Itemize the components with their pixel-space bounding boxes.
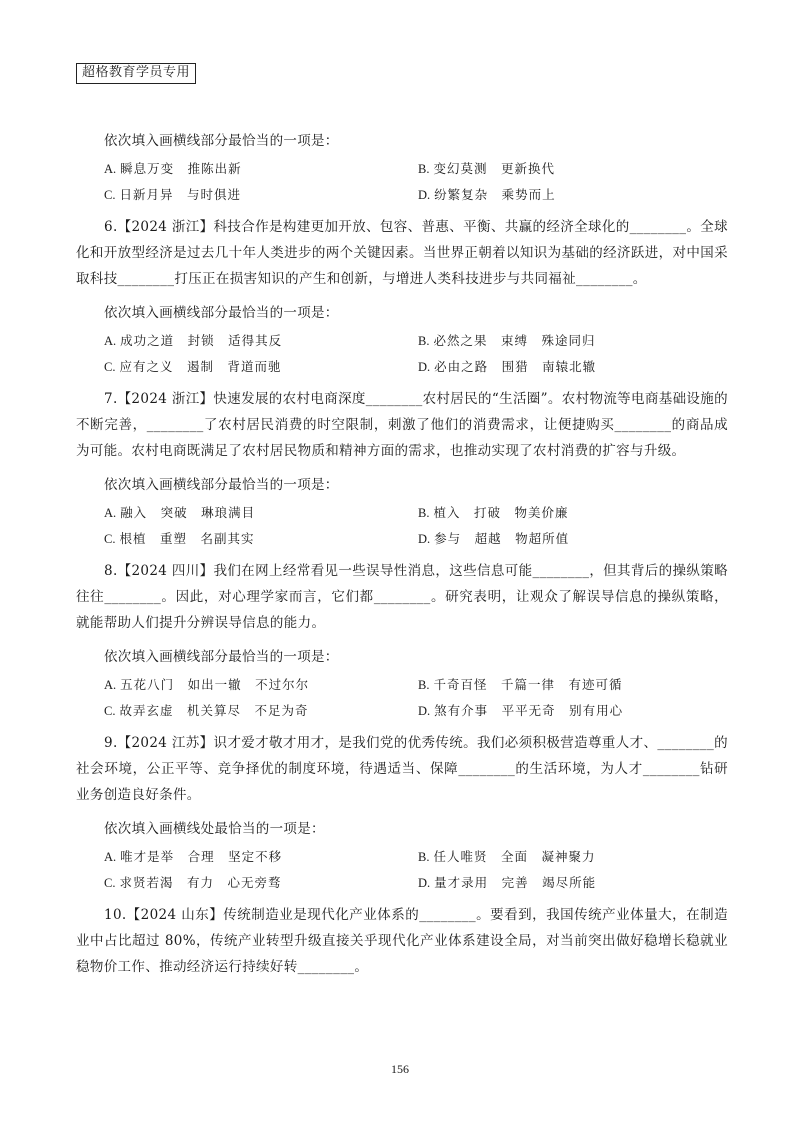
q6-option-a: A. 成功之道 封锁 适得其反 [104,333,283,348]
q9-stem: 9.【2024 江苏】识才爱才敬才用才，是我们党的优秀传统。我们必须积极营造尊重人才、________的社会环境，公正平等、竞争择优的制度环境，待遇适当、保障________的生活环境，为人才________钻研业务创造良好条件。 [76,735,728,803]
q6-option-d: D. 必由之路 围猎 南辕北辙 [418,359,597,374]
q7-option-d: D. 参与 超越 物超所值 [418,531,570,546]
q9-option-c: C. 求贤若渴 有力 心无旁骛 [104,875,282,890]
q5-option-d: D. 纷繁复杂 乘势而上 [418,187,556,202]
q9-options [104,844,728,896]
q5-option-a: A. 瞬息万变 推陈出新 [104,161,242,176]
q6-instruction: 依次填入画横线部分最恰当的一项是： [104,305,339,321]
q7-options [104,500,728,552]
q8-options [104,672,728,724]
q6-option-b: B. 必然之果 束缚 殊途同归 [418,333,596,348]
page-content [76,126,728,986]
q7-option-b: B. 植入 打破 物美价廉 [418,505,569,520]
q8-instruction: 依次填入画横线部分最恰当的一项是： [104,649,339,665]
q5-option-b: B. 变幻莫测 更新换代 [418,161,555,176]
q10-stem: 10.【2024 山东】传统制造业是现代化产业体系的________。要看到，我国传统产业体量大，在制造业中占比超过 80%，传统产业转型升级直接关乎现代化产业体系建设全局，对当前突出做好稳增长稳就业稳物价工作、推动经济运行持续好转________。 [76,907,728,975]
q5-option-c: C. 日新月异 与时俱进 [104,187,241,202]
q9-option-b: B. 任人唯贤 全面 凝神聚力 [418,849,596,864]
q5-options [104,156,728,208]
q6-stem: 6.【2024 浙江】科技合作是构建更加开放、包容、普惠、平衡、共赢的经济全球化的________。全球化和开放型经济是过去几十年人类进步的两个关键因素。当世界正朝着以知识为基础的经济跃进，对中国采取科技________打压正在损害知识的产生和创新，与增进人类科技进步与共同福祉________。 [76,219,728,287]
q6-option-c: C. 应有之义 遏制 背道而驰 [104,359,282,374]
header-tag: 超格教育学员专用 [76,63,196,84]
q8-option-c: C. 故弄玄虚 机关算尽 不足为奇 [104,703,309,718]
q8-option-b: B. 千奇百怪 千篇一律 有迹可循 [418,677,623,692]
q8-stem: 8.【2024 四川】我们在网上经常看见一些误导性消息，这些信息可能________，但其背后的操纵策略往往________。因此，对心理学家而言，它们都________。研究表明，让观众了解误导信息的操纵策略，就能帮助人们提升分辨误导信息的能力。 [76,563,728,631]
q9-instruction: 依次填入画横线处最恰当的一项是： [104,821,325,837]
q7-instruction: 依次填入画横线部分最恰当的一项是： [104,477,339,493]
q8-option-a: A. 五花八门 如出一辙 不过尔尔 [104,677,310,692]
q7-option-c: C. 根植 重塑 名副其实 [104,531,255,546]
q8-option-d: D. 煞有介事 平平无奇 别有用心 [418,703,624,718]
q9-option-d: D. 量才录用 完善 竭尽所能 [418,875,597,890]
q9-option-a: A. 唯才是举 合理 坚定不移 [104,849,283,864]
q6-options [104,328,728,380]
q7-option-a: A. 融入 突破 琳琅满目 [104,505,256,520]
q7-stem: 7.【2024 浙江】快速发展的农村电商深度________农村居民的“生活圈”。农村物流等电商基础设施的不断完善，________了农村居民消费的时空限制，刺激了他们的消费需求，让便捷购买________的商品成为可能。农村电商既满足了农村居民物质和精神方面的需求，也推动实现了农村消费的扩容与升级。 [76,391,728,459]
q5-instruction: 依次填入画横线部分最恰当的一项是： [104,133,339,149]
page-number: 156 [391,1062,409,1076]
